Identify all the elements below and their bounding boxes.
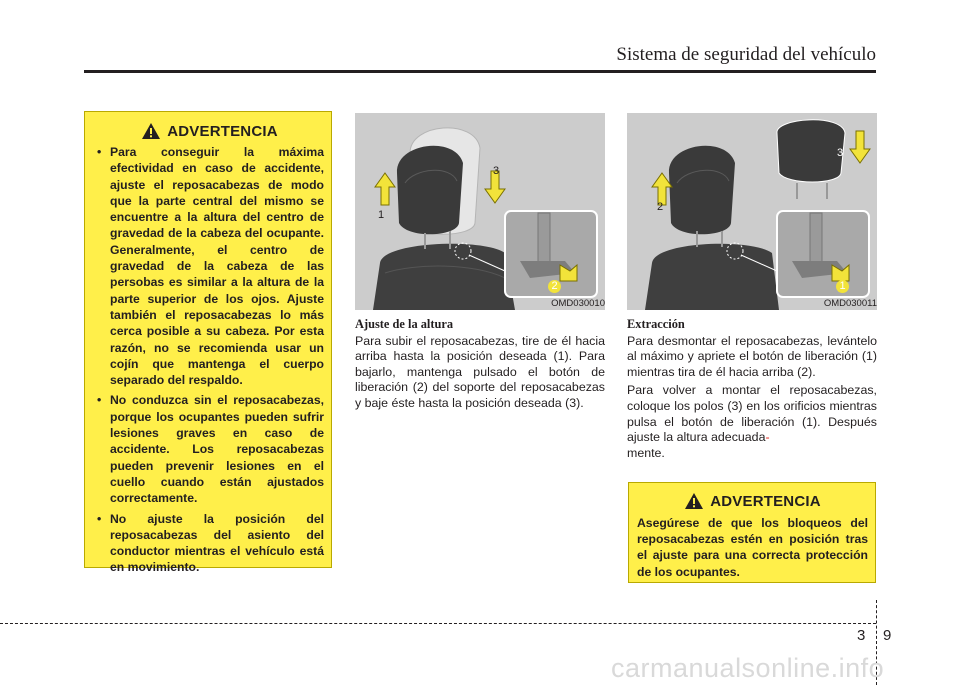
warning-triangle-icon: [684, 492, 704, 510]
figure-code: OMD030010: [551, 298, 605, 309]
body-paragraph: Para subir el reposacabezas, tire de él hacia arriba hasta la posición deseada (1). Para bajarlo, mantenga pulsado el botón de liberación (2) del soporte del reposacabezas y baje éste hasta la posición deseada (3).: [355, 333, 605, 410]
figure-callout: 3: [493, 165, 500, 177]
warning-box-right: [628, 482, 876, 583]
subsection-heading: Extracción: [627, 317, 685, 331]
warning-item: • No conduzca sin el reposacabezas, porque los ocupantes pueden sufrir lesiones graves en caso de accidente. Los reposacabezas pueden prevenir lesiones en el cuello cuando están ajustados correctamente.: [97, 393, 324, 506]
chapter-number: 3: [857, 627, 866, 644]
warning-header: [95, 122, 324, 140]
warning-list: [95, 144, 324, 576]
figure-callout: 2: [657, 201, 664, 213]
page-number: 9: [883, 627, 892, 644]
warning-item: • Para conseguir la máxima efectividad en caso de accidente, ajuste el reposacabezas de modo que la parte central del mismo se encuentre a la altura del centro de gravedad de la cabeza del ocupante. Generalmente, el centro de gravedad de la cabeza de las persobas es similar a la altura de la parte superior de los ojos. Ajuste también el reposacabezas lo más cerca posible a su cabeza. Por esta razón, no se recomienda usar un cojín que mantenga el cuerpo separado del respaldo.: [97, 145, 324, 388]
warning-text: Asegúrese de que los bloqueos del reposacabezas estén en posición tras el ajuste para una correcta protección de los ocupantes.: [637, 516, 868, 579]
text-column-removal: [627, 317, 877, 464]
warning-box-left: [84, 111, 332, 575]
figure-callout: 1: [836, 280, 849, 293]
figure-callout: 2: [548, 280, 561, 293]
watermark: carmanualsonline.info: [611, 653, 885, 683]
figure-code: OMD030011: [823, 298, 877, 309]
subsection-heading: Ajuste de la altura: [355, 317, 454, 331]
section-title: Sistema de seguridad del vehículo: [616, 44, 876, 65]
body-paragraph: Para volver a montar el reposacabezas, coloque los polos (3) en los orificios mientras pulsa el botón de liberación (1). Después ajuste la altura adecuada- mente.: [627, 383, 877, 460]
body-paragraph: Para desmontar el reposacabezas, levántelo al máximo y apriete el botón de liberación (1) mientras tira de él hacia arriba (2).: [627, 333, 877, 379]
figure-callout: 1: [378, 209, 385, 221]
figure-height-adjust: [355, 113, 605, 310]
text-column-height: [355, 317, 605, 415]
warning-header: [637, 492, 868, 510]
warning-title: ADVERTENCIA: [710, 492, 821, 510]
figure-callout: 3: [837, 147, 844, 159]
warning-triangle-icon: [141, 122, 161, 140]
header-rule: [84, 70, 876, 73]
hyphen-mark: -: [765, 430, 770, 445]
warning-title: ADVERTENCIA: [167, 122, 278, 140]
footer-rule: [0, 623, 876, 624]
figure-removal: [627, 113, 877, 310]
warning-item: • No ajuste la posición del reposacabezas del asiento del conductor mientras el vehículo está en movimiento.: [97, 511, 324, 575]
